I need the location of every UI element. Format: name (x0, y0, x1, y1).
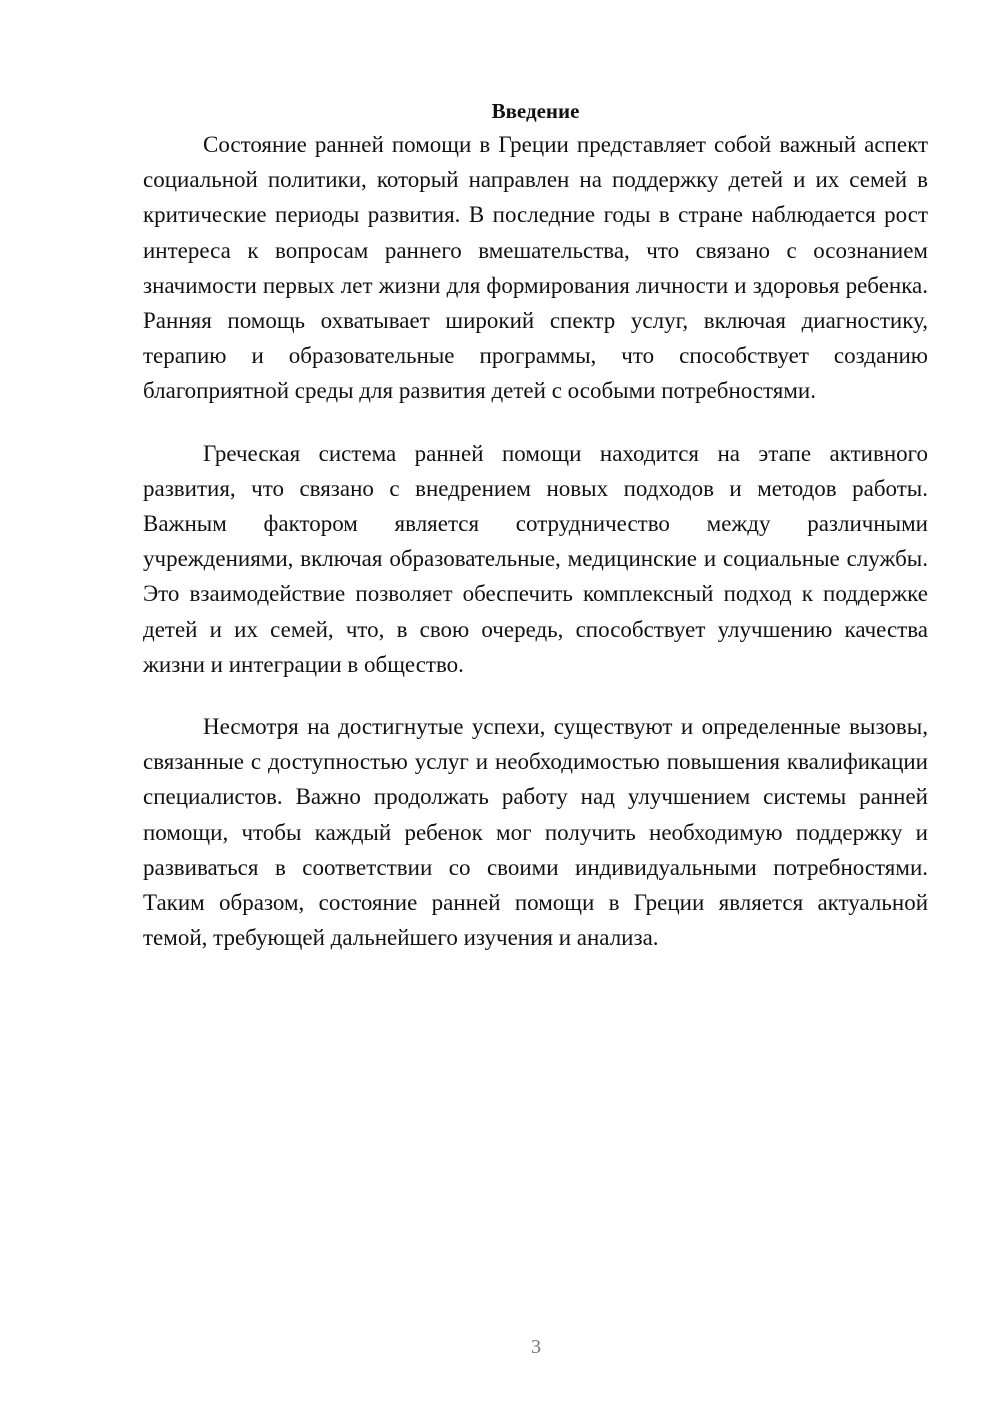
page-content (143, 95, 928, 955)
page-title: Введение (491, 99, 580, 123)
paragraph-3: Несмотря на достигнутые успехи, существуют и определенные вызовы, связанные с доступностью услуг и необходимостью повышения квалификации специалистов. Важно продолжать работу над улучшением системы ранней помощи, чтобы каждый ребенок мог получить необходимую поддержку и развиваться в соответствии со своими индивидуальными потребностями. Таким образом, состояние ранней помощи в Греции является актуальной темой, требующей дальнейшего изучения и анализа. (143, 714, 928, 951)
paragraph-2: Греческая система ранней помощи находится на этапе активного развития, что связано с внедрением новых подходов и методов работы. Важным фактором является сотрудничество между различными учреждениями, включая образовательные, медицинские и социальные службы. Это взаимодействие позволяет обеспечить комплексный подход к поддержке детей и их семей, что, в свою очередь, способствует улучшению качества жизни и интеграции в общество. (143, 440, 928, 677)
page-number: 3 (531, 1336, 541, 1358)
paragraph-1: Состояние ранней помощи в Греции представляет собой важный аспект социальной политики, который направлен на поддержку детей и их семей в критические периоды развития. В последние годы в стране наблюдается рост интереса к вопросам раннего вмешательства, что связано с осознанием значимости первых лет жизни для формирования личности и здоровья ребенка. Ранняя помощь охватывает широкий спектр услуг, включая диагностику, терапию и образовательные программы, что способствует созданию благоприятной среды для развития детей с особыми потребностями. (143, 132, 928, 404)
